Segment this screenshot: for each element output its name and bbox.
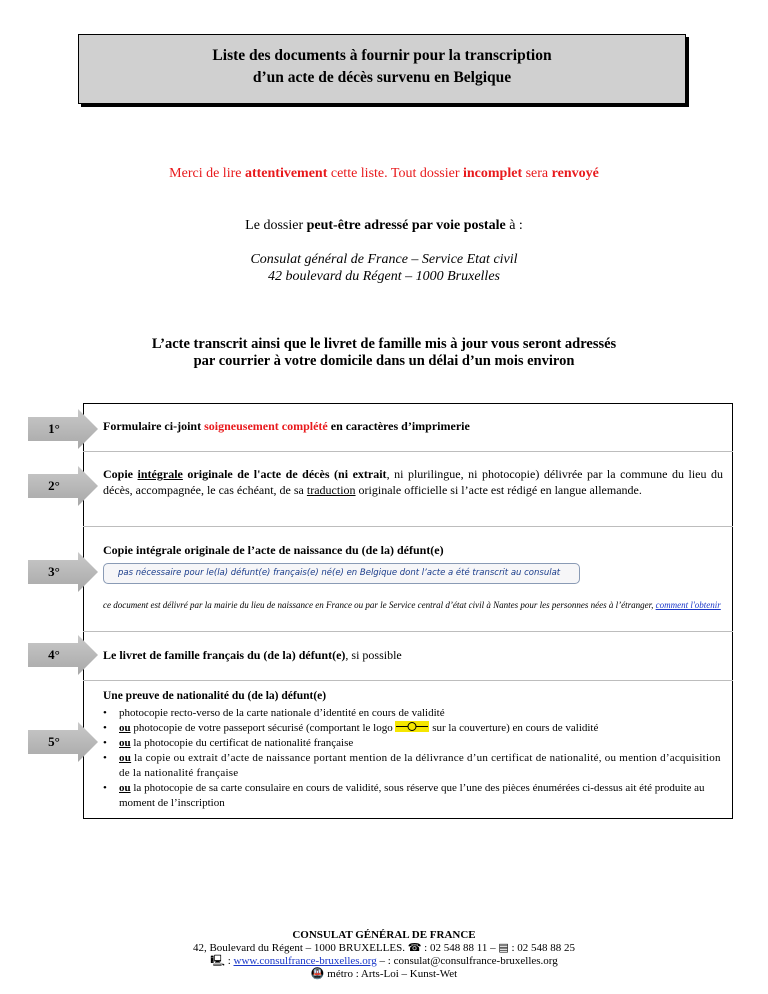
passport-logo-icon <box>395 721 429 732</box>
item-5-title: Une preuve de nationalité du (de la) défunt(e) <box>103 690 327 702</box>
step-4-number: 4° <box>48 647 60 662</box>
metro-icon: 🚇 <box>310 968 325 980</box>
list-item: • photocopie recto-verso de la carte nationale d’identité en cours de validité <box>103 706 733 721</box>
title-box <box>78 34 686 104</box>
row-divider <box>83 526 733 527</box>
step-4-arrow <box>28 635 100 675</box>
delivery-line-2: par courrier à votre domicile dans un délai d’un mois environ <box>193 353 575 369</box>
address-line-2: 42 boulevard du Régent – 1000 Bruxelles <box>268 269 500 284</box>
step-2-arrow <box>28 466 100 506</box>
footer-consulate-name: CONSULAT GÉNÉRAL DE FRANCE <box>292 929 476 941</box>
computer-icon: 🖳 <box>210 955 225 967</box>
delivery-line-1: L’acte transcrit ainsi que le livret de famille mis à jour vous seront adressés <box>151 336 617 352</box>
how-to-obtain-link[interactable]: comment l'obtenir <box>655 600 721 610</box>
notice: Merci de lire attentivement cette liste. Tout dossier incomplet sera renvoyé <box>169 166 599 181</box>
step-1-number: 1° <box>48 421 60 436</box>
item-1-text: Formulaire ci-joint soigneusement complété en caractères d’imprimerie <box>103 419 470 433</box>
item-2-text: Copie intégrale originale de l'acte de décès (ni extrait, ni plurilingue, ni photocopie) délivrée par la commune du lieu du décès, accompagnée, le cas échéant, de sa traduction originale officielle si l’acte est rédigé en langue allemande. <box>103 467 724 497</box>
title-line-2: d’un acte de décès survenu en Belgique <box>252 69 512 86</box>
list-item: • ou la copie ou extrait d’acte de naissance portant mention de la délivrance d’un certificat de nationalité, ou mention d’acquisition de la nationalité française <box>103 751 733 781</box>
title-line-1: Liste des documents à fournir pour la transcription <box>212 47 552 64</box>
step-5-arrow <box>28 722 100 762</box>
list-item: • ou la photocopie du certificat de nationalité française <box>103 736 733 751</box>
footer-address: 42, Boulevard du Régent – 1000 BRUXELLES. ☎ : 02 548 88 11 – ▤ : 02 548 88 25 <box>192 942 576 954</box>
list-item: • ou la photocopie de sa carte consulaire en cours de validité, sous réserve que l’une des pièces énumérées ci-dessus ait été produite au moment de l’inscription <box>103 781 733 811</box>
item-4-text: Le livret de famille français du (de la) défunt(e), si possible <box>103 648 402 662</box>
nationality-proof-list <box>103 706 733 811</box>
item-3-title: Copie intégrale originale de l’acte de naissance du (de la) défunt(e) <box>103 543 444 557</box>
step-1-arrow <box>28 409 100 449</box>
item-3-note: ce document est délivré par la mairie du lieu de naissance en France ou par le Service central d’état civil à Nantes pour les personnes nées à l’étranger, comment l'obtenir <box>103 600 721 610</box>
row-divider <box>83 631 733 632</box>
step-3-number: 3° <box>48 564 60 579</box>
step-3-arrow <box>28 552 100 592</box>
step-5-number: 5° <box>48 734 60 749</box>
footer-metro: 🚇 métro : Arts-Loi – Kunst-Wet <box>310 968 458 980</box>
item-3-exemption-note: pas nécessaire pour le(la) défunt(e) français(e) né(e) en Belgique dont l’acte a été transcrit au consulat <box>103 563 580 584</box>
row-divider <box>83 451 733 452</box>
row-divider <box>83 680 733 681</box>
address-line-1: Consulat général de France – Service Etat civil <box>250 252 518 267</box>
footer-web: 🖳 : www.consulfrance-bruxelles.org – : consulat@consulfrance-bruxelles.org <box>210 955 558 967</box>
website-link[interactable]: www.consulfrance-bruxelles.org <box>233 955 377 967</box>
fax-icon: ▤ <box>498 942 509 954</box>
postal-line: Le dossier peut-être adressé par voie postale à : <box>245 218 523 233</box>
step-2-number: 2° <box>48 478 60 493</box>
list-item: • ou photocopie de votre passeport sécurisé (comportant le logo sur la couverture) en cours de validité <box>103 721 733 736</box>
